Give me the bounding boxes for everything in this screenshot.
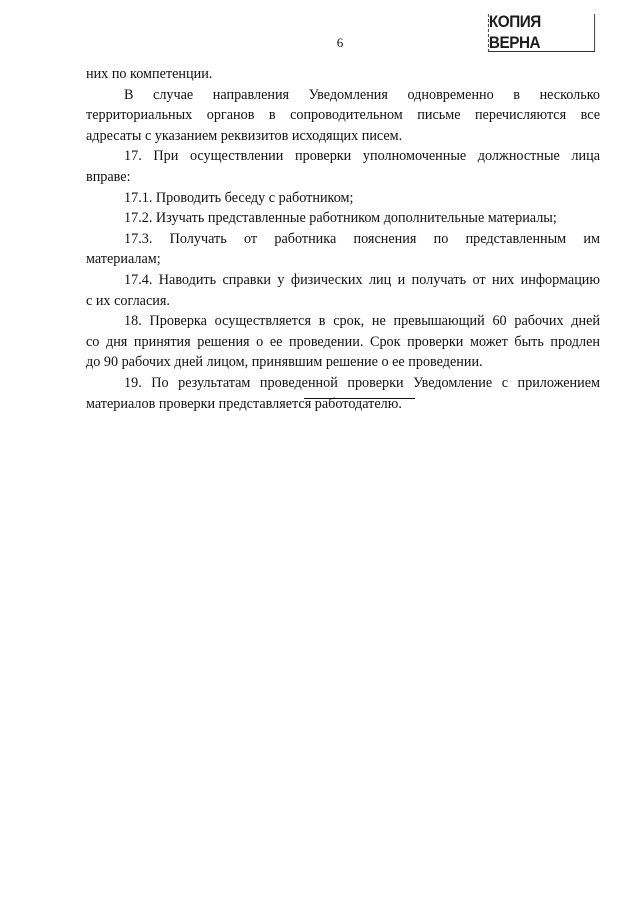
text-line: 19. По результатам проведенной проверки Уведомление с приложением bbox=[124, 374, 600, 391]
document-body bbox=[86, 64, 600, 414]
text-line: материалам; bbox=[86, 251, 161, 268]
text-line: 17. При осуществлении проверки уполномоченные должностные лица bbox=[124, 148, 600, 165]
text-line: вправе: bbox=[86, 168, 131, 185]
text-line: до 90 рабочих дней лицом, принявшим решение о ее проведении. bbox=[86, 354, 483, 371]
text-line: 17.4. Наводить справки у физических лиц и получать от них информацию bbox=[124, 271, 600, 288]
text-line: В случае направления Уведомления одновременно в несколько bbox=[124, 86, 600, 103]
text-line: с их согласия. bbox=[86, 292, 170, 309]
copy-certified-stamp: КОПИЯ ВЕРНА bbox=[488, 14, 595, 52]
page-number: 6 bbox=[336, 35, 344, 50]
end-divider-line bbox=[304, 398, 415, 399]
text-line: 17.1. Проводить беседу с работником; bbox=[124, 189, 354, 206]
text-line: 18. Проверка осуществляется в срок, не превышающий 60 рабочих дней bbox=[124, 313, 600, 330]
text-line: адресаты с указанием реквизитов исходящих писем. bbox=[86, 127, 403, 144]
text-line: них по компетенции. bbox=[86, 66, 213, 82]
text-line: 17.2. Изучать представленные работником дополнительные материалы; bbox=[124, 210, 557, 227]
text-line: 17.3. Получать от работника пояснения по представленным им bbox=[124, 230, 600, 247]
text-line: материалов проверки представляется работодателю. bbox=[86, 395, 402, 412]
text-line: со дня принятия решения о ее проведении. Срок проверки может быть продлен bbox=[86, 333, 600, 350]
text-line: территориальных органов в сопроводительном письме перечисляются все bbox=[86, 107, 600, 124]
